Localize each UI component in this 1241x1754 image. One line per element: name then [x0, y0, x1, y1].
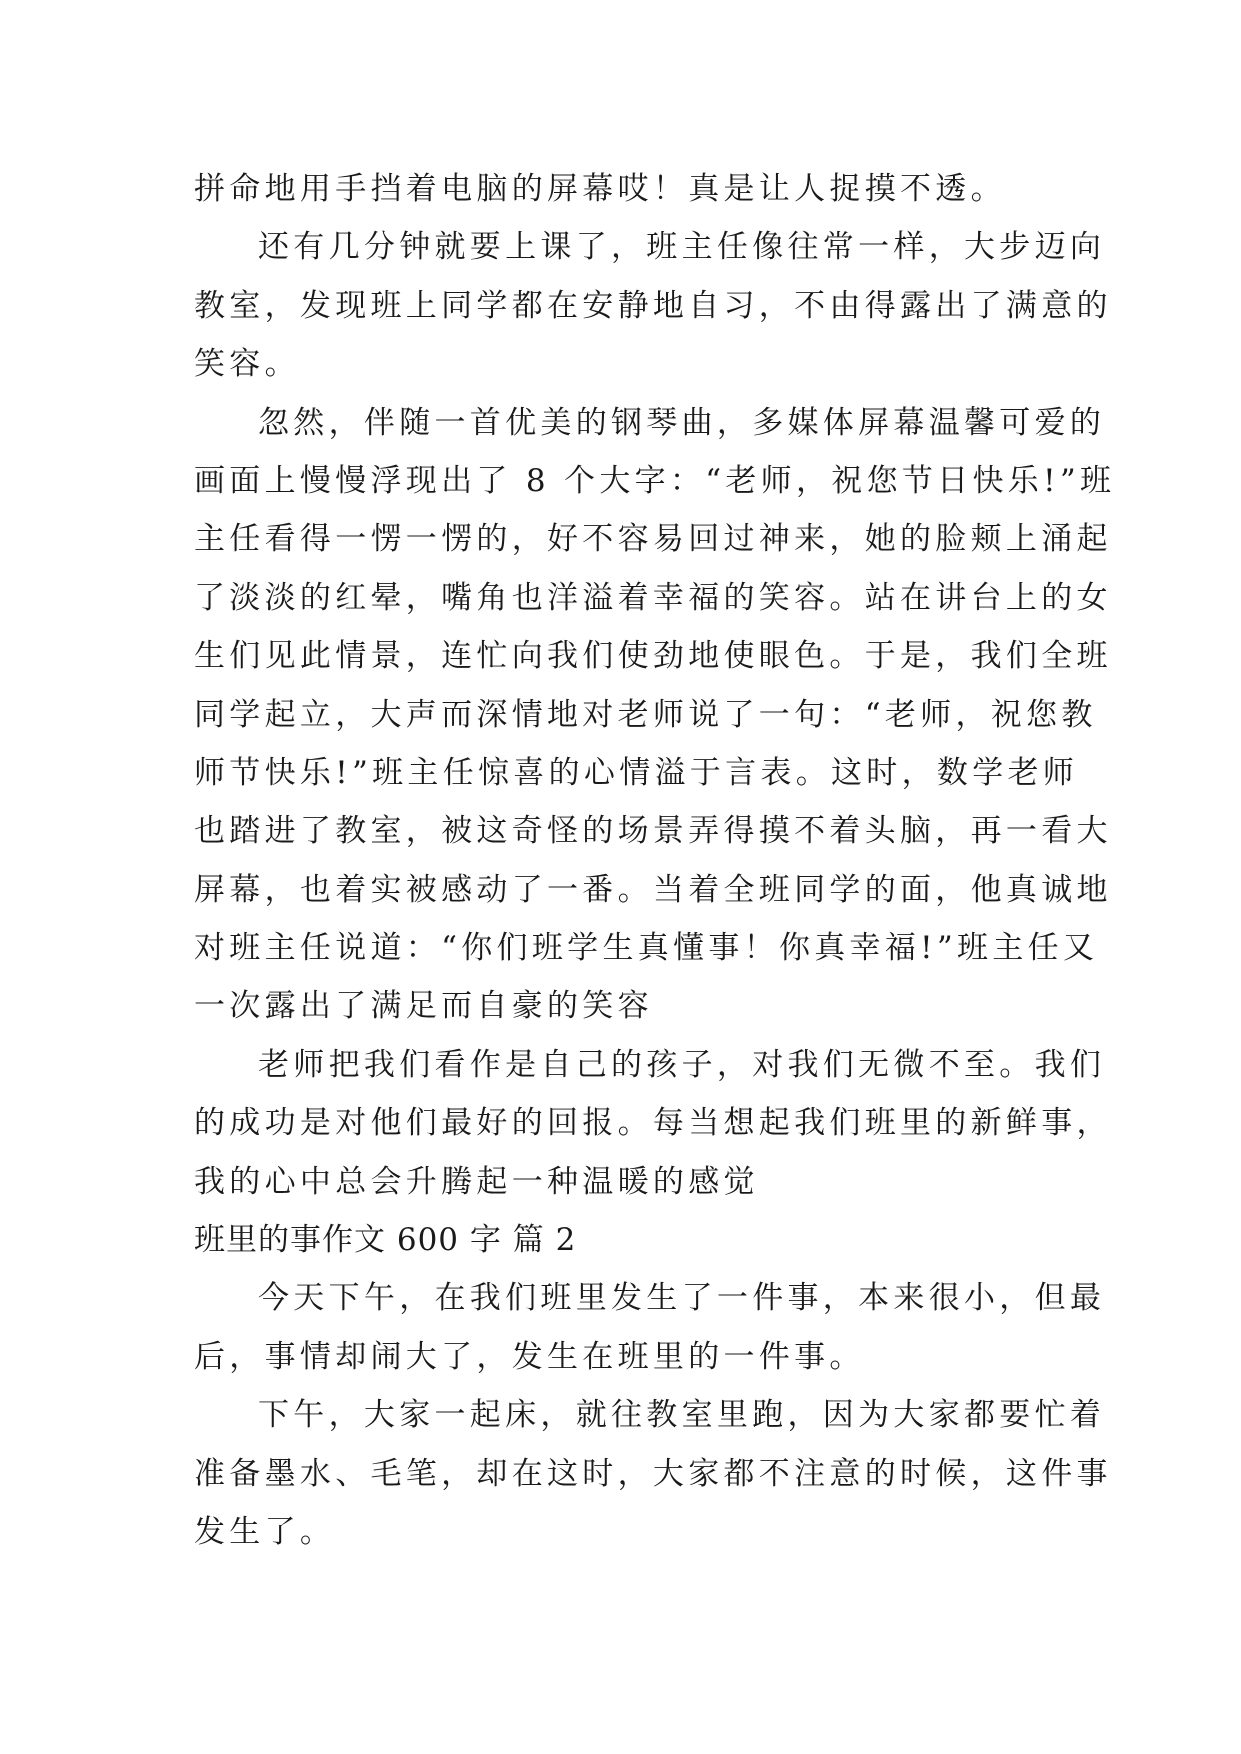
text-line: 对班主任说道：“你们班学生真懂事！你真幸福!”班主任又 [194, 930, 1099, 967]
text-line: 主任看得一愣一愣的，好不容易回过神来，她的脸颊上涌起 [194, 521, 1112, 558]
text-line: 了淡淡的红晕，嘴角也洋溢着幸福的笑容。站在讲台上的女 [194, 579, 1112, 616]
text-line: 老师把我们看作是自己的孩子，对我们无微不至。我们 [258, 1046, 1106, 1083]
text-line: 准备墨水、毛笔，却在这时，大家都不注意的时候，这件事 [194, 1455, 1112, 1492]
text-line: 也踏进了教室，被这奇怪的场景弄得摸不着头脑，再一看大 [194, 813, 1112, 850]
text-line: 下午，大家一起床，就往教室里跑，因为大家都要忙着 [258, 1397, 1106, 1434]
section-heading [194, 1211, 1054, 1269]
text-line: 同学起立，大声而深情地对老师说了一句：“老师，祝您教 [194, 696, 1097, 733]
text-line: 忽然，伴随一首优美的钢琴曲，多媒体屏幕温馨可爱的 [258, 404, 1106, 441]
text-line: 一次露出了满足而自豪的笑容 [194, 988, 653, 1025]
text-line: 今天下午，在我们班里发生了一件事，本来很小，但最 [258, 1280, 1106, 1317]
text-line: 屏幕，也着实被感动了一番。当着全班同学的面，他真诚地 [194, 871, 1112, 908]
paragraph [194, 1386, 1112, 1561]
text-line: 笑容。 [194, 346, 300, 383]
paragraph [194, 1269, 1106, 1386]
paragraph-continuation [194, 160, 1054, 218]
text-line: 发生了。 [194, 1513, 336, 1550]
paragraph [194, 1036, 1112, 1211]
text-line: 我的心中总会升腾起一种温暖的感觉 [194, 1163, 759, 1200]
text-line: 后，事情却闹大了，发生在班里的一件事。 [194, 1338, 865, 1375]
paragraph [194, 218, 1112, 393]
text-line: 画面上慢慢浮现出了 8 个大字：“老师，祝您节日快乐!”班 [194, 462, 1116, 499]
section-heading-text: 班里的事作文 600 字 篇 2 [194, 1222, 577, 1259]
text-line: 教室，发现班上同学都在安静地自习，不由得露出了满意的 [194, 287, 1112, 324]
text-line: 师节快乐!”班主任惊喜的心情溢于言表。这时，数学老师 [194, 754, 1079, 791]
document-body [194, 160, 1116, 1561]
text-line: 生们见此情景，连忙向我们使劲地使眼色。于是，我们全班 [194, 638, 1112, 675]
text-line: 的成功是对他们最好的回报。每当想起我们班里的新鲜事， [194, 1105, 1112, 1142]
text-line: 拼命地用手挡着电脑的屏幕哎！真是让人捉摸不透。 [194, 171, 1006, 207]
text-line: 还有几分钟就要上课了，班主任像往常一样，大步迈向 [258, 229, 1106, 266]
paragraph [194, 394, 1116, 1036]
